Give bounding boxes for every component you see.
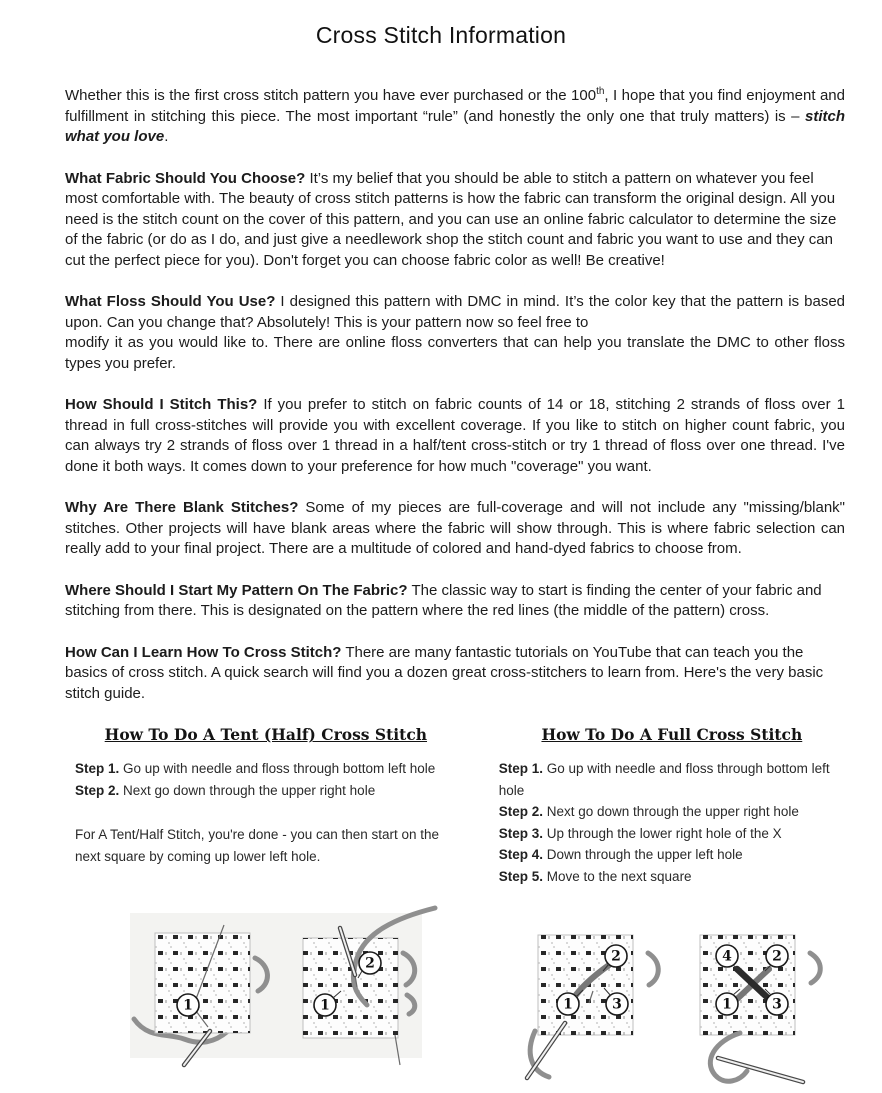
section-body: The classic way to start is finding the center of your fabric and stitching from there. This is designated on the pattern where the red lines (the middle of the pattern) cross. xyxy=(65,581,822,619)
stitch-number: 1 xyxy=(320,997,330,1014)
thread-icon xyxy=(403,953,415,985)
stitch-number: 3 xyxy=(772,996,782,1013)
step-row xyxy=(499,758,845,801)
intro-emphasis: stitch what you love xyxy=(65,107,845,145)
section-heading: What Floss Should You Use? xyxy=(65,293,276,310)
stitch-number: 4 xyxy=(722,948,732,965)
step-row xyxy=(75,758,457,780)
tent-stitch-guide xyxy=(75,725,457,887)
diagram-tent-step-2 xyxy=(285,913,435,1093)
step-text: Up through the lower right hole of the X xyxy=(546,825,782,841)
section-body-continued: modify it as you would like to. There are online floss converters that can help you translate the DMC to other floss types you prefer. xyxy=(65,334,845,372)
section-heading: Where Should I Start My Pattern On The Fabric? xyxy=(65,581,408,599)
thread-icon xyxy=(648,953,658,985)
needle-icon xyxy=(718,1058,803,1082)
section-body: Some of my pieces are full-coverage and will not include any "missing/blank" stitches. Other projects will have blank areas where the fabric will show through. This is where fabric selection can really add to your final project. There are a multitude of colored and hand-dyed fabrics to choose from. xyxy=(65,499,845,557)
section-heading: Why Are There Blank Stitches? xyxy=(65,499,299,516)
step-row xyxy=(499,866,845,888)
stitch-number: 3 xyxy=(612,996,622,1013)
stitch-number: 1 xyxy=(722,996,732,1013)
section-body: It’s my belief that you should be able to stitch a pattern on whatever you feel most comfortable with. The beauty of cross stitch patterns is how the fabric can transform the original design. All you need is the stitch count on the cover of this pattern, and you can use an online fabric calculator to determine the size of the fabric (or do as I do, and just give a needlework shop the stitch count and fabric you want to use and they can cut the perfect piece for you). Don't forget you can choose fabric color as well! Be creative! xyxy=(65,169,837,269)
document-body xyxy=(65,86,845,704)
stitch-number: 1 xyxy=(183,997,193,1014)
step-row xyxy=(499,823,845,845)
tent-guide-title: How To Do A Tent (Half) Cross Stitch xyxy=(104,725,428,744)
section-heading: How Can I Learn How To Cross Stitch? xyxy=(65,643,342,661)
step-label: Step 2. xyxy=(498,804,543,819)
step-text: Move to the next square xyxy=(546,868,692,884)
stitch-number: 2 xyxy=(772,948,782,965)
stitch-number: 2 xyxy=(611,948,621,965)
full-guide-title: How To Do A Full Cross Stitch xyxy=(541,725,803,744)
ordinal-superscript: th xyxy=(596,86,605,97)
thread-icon xyxy=(710,1033,747,1081)
step-text: Down through the upper left hole xyxy=(546,847,743,862)
diagram-full-steps-4-5 xyxy=(685,913,835,1093)
stitch-number: 2 xyxy=(365,955,375,972)
section-body: There are many fantastic tutorials on YouTube that can teach you the basics of cross stitch. A quick search will find you a dozen great cross-stitchers to learn from. Here's the very basic stitch guide. xyxy=(65,643,824,702)
intro-text-mid: , I hope that you find enjoyment and fulfillment in stitching this piece. The most important “rule” (and honestly the only one that truly matters) is – xyxy=(65,87,845,125)
section-stitch-how xyxy=(65,395,845,477)
section-blank-stitches xyxy=(65,498,845,560)
stitch-diagrams xyxy=(0,903,882,1093)
step-row xyxy=(499,801,845,823)
section-fabric xyxy=(65,169,845,272)
section-body: I designed this pattern with DMC in mind. It’s the color key that the pattern is based upon. Can you change that? Absolutely! This is your pattern now so feel free to xyxy=(65,293,845,331)
section-learn xyxy=(65,643,845,705)
step-label: Step 1. xyxy=(75,761,120,776)
intro-text-pre: Whether this is the first cross stitch pattern you have ever purchased or the 100 xyxy=(65,87,597,104)
stitch-guides xyxy=(65,725,845,887)
stitch-number: 1 xyxy=(563,996,573,1013)
step-label: Step 5. xyxy=(498,868,543,884)
step-text: Next go down through the upper right hole xyxy=(546,804,799,819)
step-row xyxy=(499,844,845,866)
floss-line xyxy=(395,1035,400,1065)
section-body: If you prefer to stitch on fabric counts of 14 or 18, stitching 2 strands of floss over 1 thread in full cross-stitches will provide you with excellent coverage. If you like to stitch on higher count fabric, you can always try 2 strands of floss over 1 thread in a half/tent cross-stitch or try 1 thread of floss over one thread. I've done it both ways. It comes down to your preference for how much "coverage" you want. xyxy=(65,396,845,475)
fabric-weave xyxy=(303,938,398,1038)
thread-icon xyxy=(407,995,415,1014)
thread-icon xyxy=(255,958,267,991)
step-text: Next go down through the upper right hole xyxy=(123,782,376,798)
diagram-full-steps-1-3 xyxy=(523,913,673,1093)
needle-icon xyxy=(184,1031,210,1065)
diagram-tent-step-1 xyxy=(140,913,290,1093)
step-text: Go up with needle and floss through bottom left hole xyxy=(498,761,830,798)
step-label: Step 1. xyxy=(498,761,543,776)
step-text: Go up with needle and floss through bottom left hole xyxy=(123,761,436,776)
step-label: Step 3. xyxy=(498,825,543,841)
intro-paragraph xyxy=(65,86,845,148)
page-title: Cross Stitch Information xyxy=(315,22,567,48)
intro-text-end: . xyxy=(164,128,169,145)
full-stitch-guide xyxy=(499,725,845,887)
step-label: Step 4. xyxy=(498,847,543,862)
section-floss xyxy=(65,292,845,374)
section-heading: How Should I Stitch This? xyxy=(65,396,258,413)
section-start-pattern xyxy=(65,581,845,622)
thread-icon xyxy=(810,953,820,983)
step-row xyxy=(75,780,457,802)
tent-guide-note: For A Tent/Half Stitch, you're done - you can then start on the next square by coming up lower left hole. xyxy=(75,827,440,864)
step-label: Step 2. xyxy=(75,782,120,798)
section-heading: What Fabric Should You Choose? xyxy=(65,169,306,187)
